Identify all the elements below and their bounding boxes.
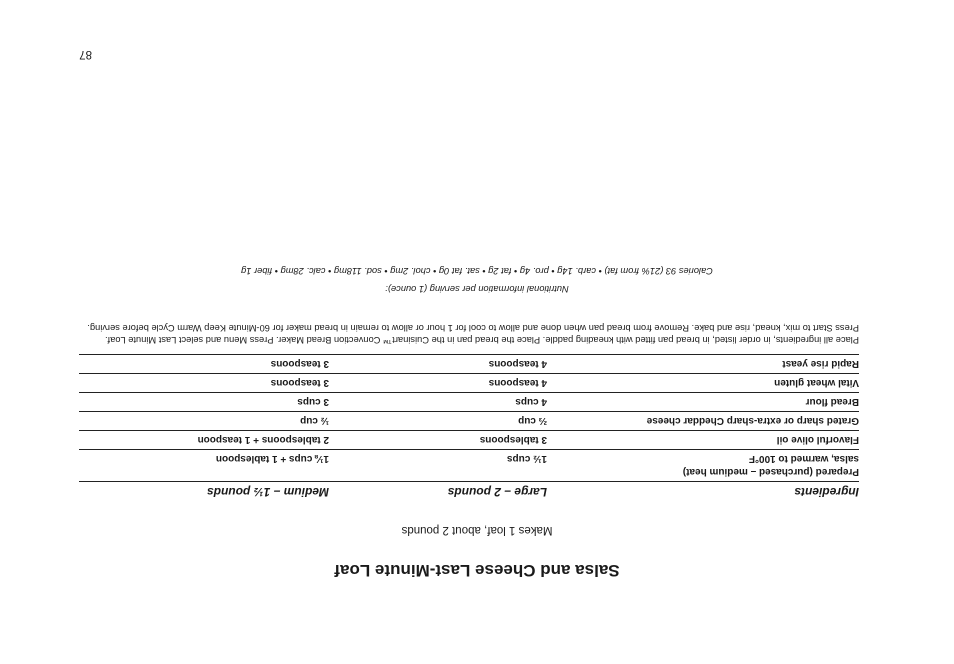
large-amount-cell: 3 tablespoons xyxy=(329,431,547,450)
large-amount-cell: 4 cups xyxy=(329,393,547,412)
ingredient-cell: Prepared (purchased – medium heat) salsa, warmed to 100°F xyxy=(547,450,859,482)
page-number: 87 xyxy=(79,48,92,60)
large-amount-cell: 1½ cups xyxy=(329,450,547,482)
table-row xyxy=(79,374,859,393)
medium-amount-cell: 3 teaspoons xyxy=(79,355,329,374)
ingredient-cell: Rapid rise yeast xyxy=(547,355,859,374)
ingredient-cell: Flavorful olive oil xyxy=(547,431,859,450)
ingredient-cell: Grated sharp or extra-sharp Cheddar cheese xyxy=(547,412,859,431)
large-amount-cell: 4 teaspoons xyxy=(329,355,547,374)
medium-amount-cell: 3 teaspoons xyxy=(79,374,329,393)
ingredients-table xyxy=(79,354,859,501)
ingredient-cell: Vital wheat gluten xyxy=(547,374,859,393)
table-row xyxy=(79,431,859,450)
medium-amount-cell: 3 cups xyxy=(79,393,329,412)
header-medium: Medium – 1½ pounds xyxy=(79,482,329,502)
header-large: Large – 2 pounds xyxy=(329,482,547,502)
table-row xyxy=(79,412,859,431)
table-header-row xyxy=(79,482,859,502)
nutrition-facts: Calories 93 (21% from fat) • carb. 14g • pro. 4g • fat 2g • sat. fat 0g • chol. 2mg • sod. 118mg • calc. 28mg • fiber 1g xyxy=(241,266,713,276)
recipe-title: Salsa and Cheese Last-Minute Loaf xyxy=(334,561,620,580)
table-row xyxy=(79,450,859,482)
table-row xyxy=(79,393,859,412)
nutrition-heading: Nutritional information per serving (1 ounce): xyxy=(385,284,569,294)
header-ingredients: Ingredients xyxy=(547,482,859,502)
recipe-yield: Makes 1 loaf, about 2 pounds xyxy=(401,524,553,536)
medium-amount-cell: ½ cup xyxy=(79,412,329,431)
large-amount-cell: ⅔ cup xyxy=(329,412,547,431)
ingredient-cell: Bread flour xyxy=(547,393,859,412)
medium-amount-cell: 2 tablespoons + 1 teaspoon xyxy=(79,431,329,450)
large-amount-cell: 4 teaspoons xyxy=(329,374,547,393)
table-row xyxy=(79,355,859,374)
recipe-instructions: Place all ingredients, in order listed, in bread pan fitted with kneading paddle. Place the bread pan in the Cuisinart™ Convection Bread Maker. Press Menu and select Last Minute Loaf. Press Start to mix, knead, rise and bake. Remove from bread pan when done and allow to cool for 1 hour or allow to remain in bread maker for 60-Minute Keep Warm Cycle before serving. xyxy=(87,323,859,345)
medium-amount-cell: 1⅛ cups + 1 tablespoon xyxy=(79,450,329,482)
